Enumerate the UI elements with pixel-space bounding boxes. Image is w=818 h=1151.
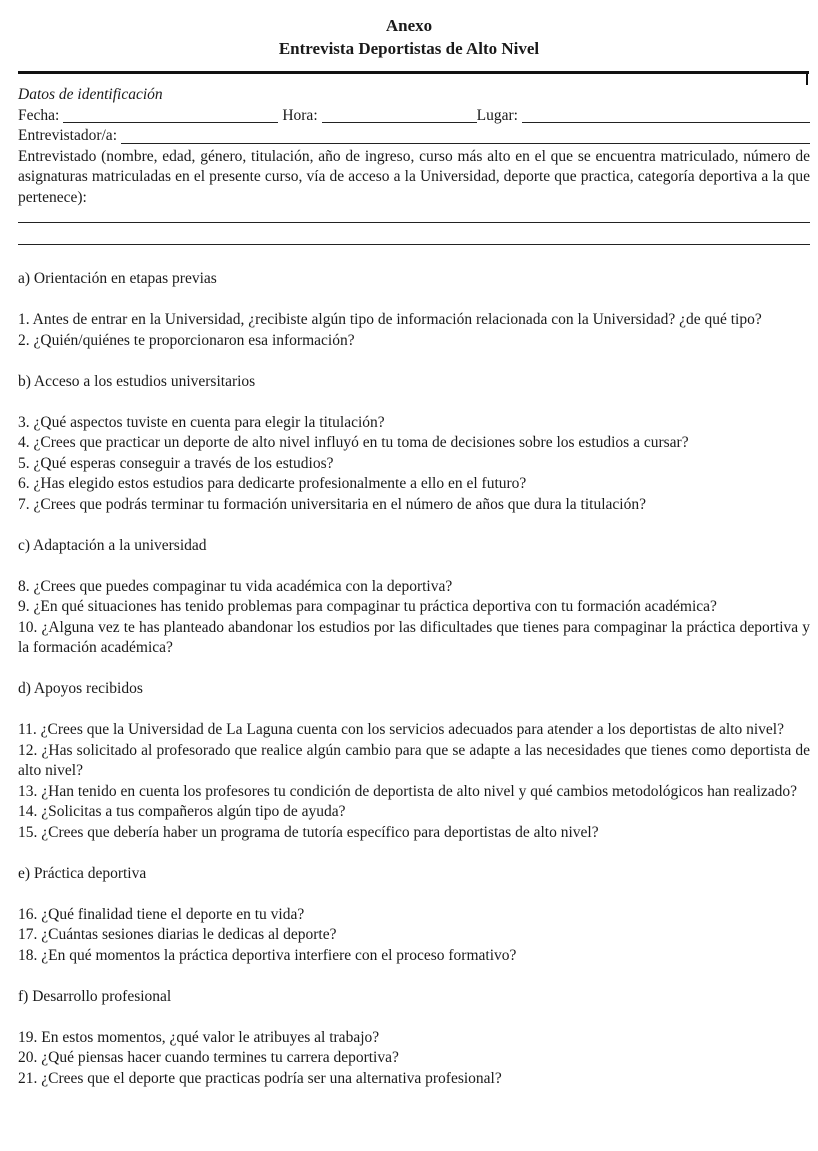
date-time-place-row [18,106,810,127]
question: 2. ¿Quién/quiénes te proporcionaron esa información? [18,331,355,349]
lugar-label: Lugar: [476,106,518,124]
section [18,372,810,536]
header-rule [18,71,809,74]
question: 5. ¿Qué esperas conseguir a través de los estudios? [18,454,334,472]
lugar-field[interactable] [522,107,810,123]
question: 15. ¿Crees que debería haber un programa de tutoría específico para deportistas de alto nivel? [18,823,599,841]
section-heading: a) Orientación en etapas previas [18,270,217,287]
section [18,864,810,987]
question: 4. ¿Crees que practicar un deporte de alto nivel influyó en tu toma de decisiones sobre los estudios a cursar? [18,434,689,451]
question: 1. Antes de entrar en la Universidad, ¿recibiste algún tipo de información relacionada con la Universidad? ¿de qué tipo? [18,311,762,328]
section [18,536,810,680]
section-heading: b) Acceso a los estudios universitarios [18,372,256,390]
question: 11. ¿Crees que la Universidad de La Laguna cuenta con los servicios adecuados para atender a los deportistas de alto nivel? [18,721,784,738]
question: 19. En estos momentos, ¿qué valor le atribuyes al trabajo? [18,1028,380,1046]
question: 16. ¿Qué finalidad tiene el deporte en tu vida? [18,905,305,923]
question: 14. ¿Solicitas a tus compañeros algún tipo de ayuda? [18,803,346,820]
question: 10. ¿Alguna vez te has planteado abandonar los estudios por las dificultades que tienes para compaginar la práctica deportiva y la formación académica? [18,618,810,656]
entrevistado-field-line-2[interactable] [18,230,810,245]
question: 9. ¿En qué situaciones has tenido problemas para compaginar tu práctica deportiva con tu formación académica? [18,598,717,615]
subtitle: Entrevista Deportistas de Alto Nivel [278,39,540,58]
question: 8. ¿Crees que puedes compaginar tu vida académica con la deportiva? [18,577,453,595]
hora-label: Hora: [282,106,318,124]
title: Anexo [385,16,433,35]
document-body [18,85,810,1110]
section-heading: e) Práctica deportiva [18,864,147,882]
section-heading: d) Apoyos recibidos [18,680,143,697]
hora-field[interactable] [322,107,477,123]
section [18,987,810,1110]
entrevistado-field-line-1[interactable] [18,208,810,223]
header-rule-tick [806,71,808,85]
document-header [0,14,818,60]
question: 17. ¿Cuántas sesiones diarias le dedicas al deporte? [18,926,337,943]
question-sections [18,269,810,1110]
entrevistador-label: Entrevistador/a: [18,127,117,144]
question: 21. ¿Crees que el deporte que practicas podría ser una alternativa profesional? [18,1069,502,1087]
fecha-label: Fecha: [18,106,60,124]
entrevistador-field[interactable] [121,128,810,144]
question: 13. ¿Han tenido en cuenta los profesores tu condición de deportista de alto nivel y qué cambios metodológicos han realizado? [18,782,798,800]
question: 12. ¿Has solicitado al profesorado que realice algún cambio para que se adapte a las necesidades que tienes como deportista de alto nivel? [18,741,810,779]
identification-heading: Datos de identificación [18,86,163,103]
question: 18. ¿En qué momentos la práctica deportiva interfiere con el proceso formativo? [18,946,517,964]
entrevistado-label: Entrevistado (nombre, edad, género, titulación, año de ingreso, curso más alto en el que se encuentra matriculado, número de asignaturas matriculadas en el presente curso, vía de acceso a la Universidad, deporte que practica, categoría deportiva a la que pertenece): [18,147,810,206]
fecha-field[interactable] [63,107,278,123]
section-heading: f) Desarrollo profesional [18,987,172,1005]
question: 6. ¿Has elegido estos estudios para dedicarte profesionalmente a ello en el futuro? [18,475,527,492]
question: 7. ¿Crees que podrás terminar tu formación universitaria en el número de años que dura la titulación? [18,495,646,513]
question: 20. ¿Qué piensas hacer cuando termines tu carrera deportiva? [18,1049,399,1066]
section [18,269,810,372]
section [18,679,810,864]
section-heading: c) Adaptación a la universidad [18,536,207,554]
question: 3. ¿Qué aspectos tuviste en cuenta para elegir la titulación? [18,413,385,431]
interviewer-row [18,126,810,147]
